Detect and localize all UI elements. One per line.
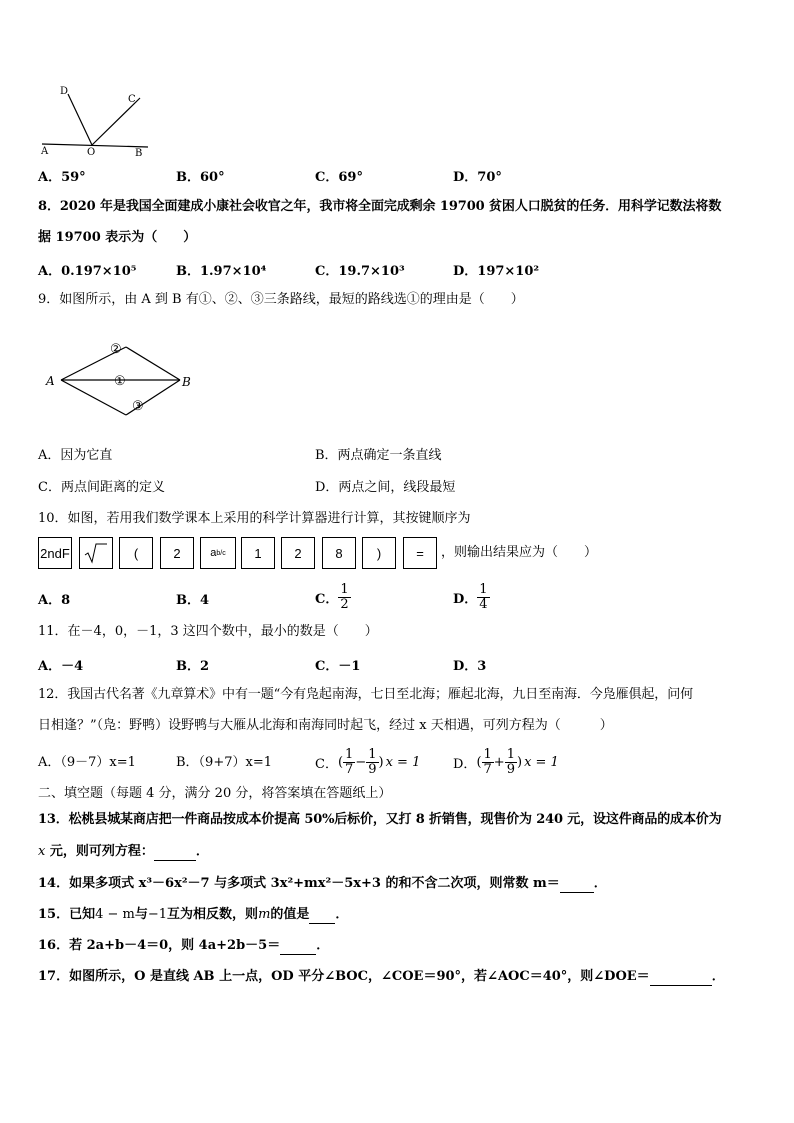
q10-option-d-label: D． [453, 591, 478, 607]
key-2b: 2 [281, 537, 315, 569]
q11-option-b: B．2 [176, 659, 210, 674]
q14-stem [38, 875, 607, 893]
key-close-paren: ) [362, 537, 396, 569]
q7-option-d: D．70° [453, 170, 502, 185]
period: ． [195, 844, 209, 859]
q7-option-b: B．60° [176, 170, 225, 185]
label-b: B [135, 148, 143, 158]
q10-option-c [315, 576, 351, 618]
period: ． [593, 876, 607, 891]
label-c: C [128, 94, 136, 105]
paren-close: ) [516, 754, 523, 770]
expression-4-minus-m: 4 − m [95, 907, 135, 922]
period: ． [711, 969, 725, 984]
route-1-label: ① [114, 374, 126, 389]
equation-tail: x = 1 [524, 754, 559, 770]
q14-text: 14．如果多项式 x³－6x²－7 与多项式 3x²+mx²－5x+3 的和不含二次项，则常数 m＝ [38, 876, 560, 891]
q12-option-b: B．（9+7）x=1 [176, 755, 272, 770]
q9-option-c: C．两点间距离的定义 [38, 480, 165, 495]
fraction-denominator: 9 [368, 761, 377, 777]
q12-option-a: A．（9－7）x=1 [38, 755, 136, 770]
q13-stem-line1: 13．松桃县城某商店把一件商品按成本价提高 50%后标价，又打 8 折销售，现售价为 240 元，设这件商品的成本价为 [38, 812, 722, 827]
q15-mid2: 互为相反数，则 [167, 907, 259, 922]
q15-stem [38, 906, 348, 924]
label-o: O [87, 147, 96, 158]
q16-text: 16．若 2a+b－4＝0，则 4a+2b－5＝ [38, 938, 281, 953]
route-figure-q9 [40, 335, 210, 425]
q11-option-c: C．－1 [315, 659, 361, 674]
q11-stem: 11．在－4，0，－1，3 这四个数中，最小的数是（ ） [38, 624, 378, 639]
q10-d-numerator: 1 [479, 581, 488, 597]
answer-blank-q13[interactable] [154, 848, 196, 861]
fraction-numerator: 1 [368, 746, 377, 762]
q12-stem-line2: 日相逢？”（凫：野鸭）设野鸭与大雁从北海和南海同时起飞，经过 x 天相遇，可列方程为（ ） [38, 718, 613, 733]
q17-text: 17．如图所示，O 是直线 AB 上一点，OD 平分∠BOC，∠COE＝90°，若∠AOC＝40°，则∠DOE＝ [38, 969, 650, 984]
angle-figure-q7 [38, 80, 158, 158]
q11-option-a: A．－4 [38, 659, 84, 674]
q16-stem [38, 937, 329, 955]
equation-tail: x = 1 [385, 754, 421, 770]
label-a: A [41, 146, 49, 157]
q9-stem: 9．如图所示，由 A 到 B 有①、②、③三条路线，最短的路线选①的理由是（ ） [38, 292, 524, 307]
fraction-numerator: 1 [506, 746, 515, 762]
q12-option-d-label: D． [453, 756, 477, 772]
key-1: 1 [241, 537, 275, 569]
q7-option-a: A．59° [38, 170, 86, 185]
q10-option-d [453, 576, 490, 618]
answer-blank-q15[interactable] [309, 911, 335, 924]
q7-option-c: C．69° [315, 170, 363, 185]
key-2: 2 [160, 537, 194, 569]
q12-option-c [315, 742, 420, 782]
variable-x: x [38, 844, 46, 859]
q17-stem [38, 968, 725, 986]
answer-blank-q16[interactable] [280, 942, 316, 955]
fraction-denominator: 7 [483, 761, 492, 777]
q12-option-c-label: C． [315, 756, 338, 772]
q9-option-d: D．两点之间，线段最短 [315, 480, 456, 495]
variable-m: m [258, 907, 271, 922]
q13-line2-text: 元，则可列方程： [45, 844, 154, 859]
sqrt-icon [83, 542, 109, 564]
q15-mid: 与 [134, 907, 148, 922]
key-fraction: a b/c [200, 537, 236, 569]
q8-option-d: D．197×10² [453, 264, 540, 279]
q10-stem-tail: ，则输出结果应为（ ） [441, 545, 598, 560]
fraction-numerator: 1 [345, 746, 354, 762]
point-b-label: B [182, 375, 191, 389]
q9-option-a: A．因为它直 [38, 448, 113, 463]
q10-c-denominator: 2 [340, 596, 349, 612]
key-open-paren: ( [119, 537, 153, 569]
label-d: D [60, 86, 69, 97]
key-sqrt [79, 537, 113, 569]
fraction-denominator: 9 [506, 761, 515, 777]
q11-option-d: D．3 [453, 659, 487, 674]
q8-stem-line1: 8．2020 年是我国全面建成小康社会收官之年，我市将全面完成剩余 19700 贫困人口脱贫的任务．用科学记数法将数 [38, 199, 722, 214]
key-2ndf: 2ndF [38, 537, 72, 569]
q10-stem: 10．如图，若用我们数学课本上采用的科学计算器进行计算，其按键顺序为 [38, 511, 471, 526]
route-3-label: ③ [132, 399, 144, 414]
expression-minus-1: −1 [147, 907, 168, 922]
q15-post: 的值是 [270, 907, 310, 922]
section-heading-fill-in: 二、填空题（每题 4 分，满分 20 分，将答案填在答题纸上） [38, 786, 392, 801]
answer-blank-q14[interactable] [560, 880, 594, 893]
q9-option-b: B．两点确定一条直线 [315, 448, 442, 463]
q8-option-a: A．0.197×10⁵ [38, 264, 137, 279]
q12-option-d [453, 742, 559, 782]
period: ． [335, 907, 349, 922]
q10-c-numerator: 1 [340, 581, 349, 597]
q13-stem-line2 [38, 843, 209, 861]
key-equals: = [403, 537, 437, 569]
q8-option-b: B．1.97×10⁴ [176, 264, 267, 279]
q15-pre: 15．已知 [38, 907, 96, 922]
fraction-numerator: 1 [483, 746, 492, 762]
plus-sign: + [493, 754, 505, 770]
answer-blank-q17[interactable] [650, 973, 712, 986]
q12-stem-line1: 12．我国古代名著《九章算术》中有一题“今有凫起南海，七日至北海；雁起北海，九日至南海．今凫雁俱起，问何 [38, 687, 693, 702]
fraction-denominator: 7 [345, 761, 354, 777]
q10-d-denominator: 4 [479, 596, 488, 612]
point-a-label: A [46, 374, 55, 388]
q10-option-b: B．4 [176, 593, 210, 608]
q10-option-c-label: C． [315, 591, 339, 607]
period: ． [316, 938, 330, 953]
minus-sign: − [355, 754, 367, 770]
paren-close: ) [378, 754, 384, 770]
paren-open: ( [476, 754, 482, 770]
route-2-label: ② [110, 342, 122, 357]
q8-stem-line2: 据 19700 表示为（ ） [38, 230, 197, 245]
key-8: 8 [322, 537, 356, 569]
q10-option-a: A．8 [38, 593, 71, 608]
q8-option-c: C．19.7×10³ [315, 264, 405, 279]
paren-open: ( [337, 754, 344, 770]
